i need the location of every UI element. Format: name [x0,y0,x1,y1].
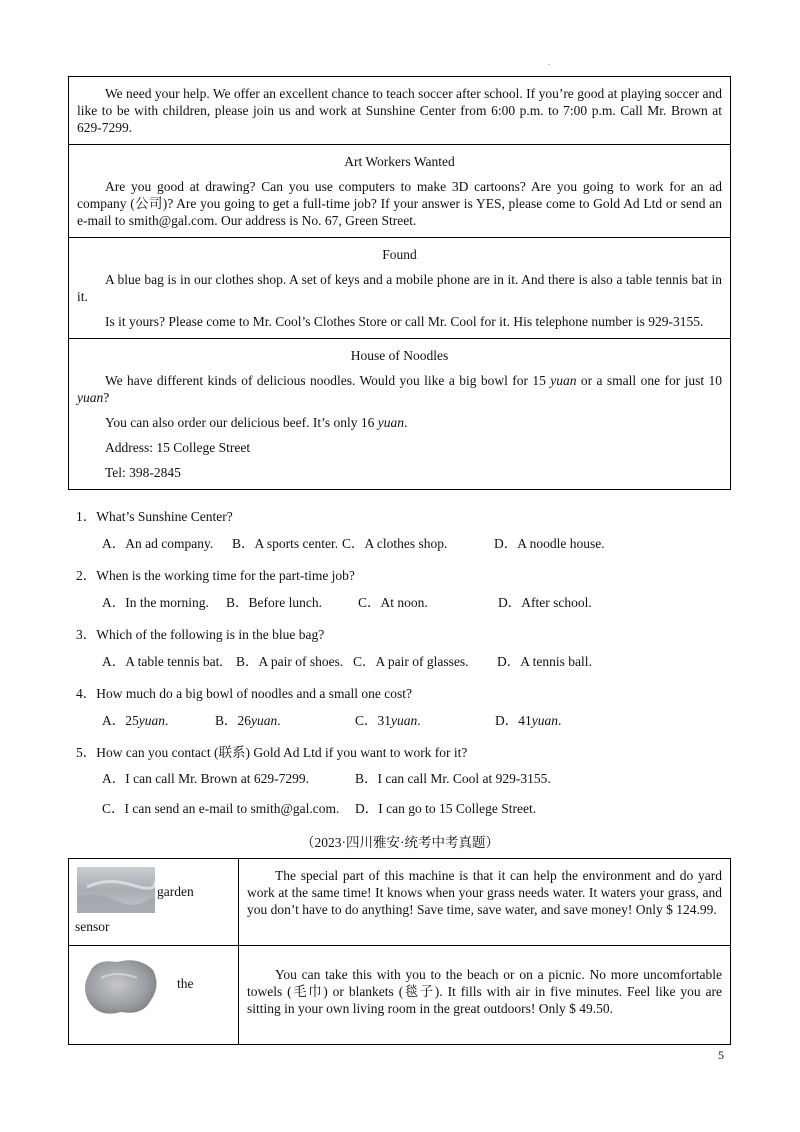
advertisements-box [68,76,731,490]
exam-source: （2023·四川雅安·统考中考真题） [301,835,499,850]
ad-paragraph [77,372,722,406]
ad-paragraph: We need your help. We offer an excellent chance to teach soccer after school. If you’re good at playing soccer and like to be with children, please join us and work at Sunshine Center from 6:00 p.m. to 7:00 p.m. Call Mr. Brown at 629-7299. [77,86,722,135]
currency-unit: yuan [391,713,418,728]
noodles-tel: Tel: 398-2845 [105,465,181,480]
currency-unit: yuan [251,713,278,728]
ad-paragraph: Is it yours? Please come to Mr. Cool’s Clothes Store or call Mr. Cool for it. His telephone number is 929-3155. [105,314,704,329]
page-number: 5 [718,1048,724,1062]
question-5-options-row2 [76,795,736,825]
question-3-options [76,647,736,682]
question-2-options [76,588,736,623]
product-description: You can take this with you to the beach or on a picnic. No more uncomfortable towels (毛巾) or blankets (毯子). It fills with air in five minutes. Feel like you are sitting in your own living room in the great outdoors! Only $ 49.50. [247,967,722,1016]
text-run: You can also order our delicious beef. It’s only 16 [105,415,378,430]
ad-title: Art Workers Wanted [344,154,455,169]
product-label: the [177,976,194,991]
question-1: 1．What’s Sunshine Center? [76,509,233,524]
option-c: C．A clothes shop. [342,536,448,551]
option-text: . [417,713,421,728]
option-d: D．After school. [498,595,592,610]
option-text: . [165,713,169,728]
product-row [69,945,730,1044]
option-c: C．A pair of glasses. [353,654,469,669]
ad-house-of-noodles [69,338,730,489]
currency-unit: yuan [550,373,577,388]
currency-unit: yuan [138,713,165,728]
currency-unit: yuan [531,713,558,728]
question-5: 5．How can you contact (联系) Gold Ad Ltd if you want to work for it? [76,745,468,760]
option-text: D．41 [495,713,532,728]
option-b [215,706,355,741]
option-d: D．A tennis ball. [497,654,592,669]
noodles-address: Address: 15 College Street [105,440,251,455]
products-table [68,858,731,1045]
option-d: D．I can go to 15 College Street. [355,801,537,816]
question-4-options [76,706,736,741]
option-text: . [277,713,281,728]
option-b: B．A sports center. [232,536,339,551]
option-a: A．An ad company. [102,536,214,551]
product-description: The special part of this machine is that it can help the environment and do yard work at the same time! It knows when your grass needs water. It waters your grass, and you don’t have to do anything! Save time, save water, and save money! Only $ 124.99. [247,868,722,917]
product-row [69,859,730,945]
question-1-options [76,529,736,564]
text-run: ? [103,390,110,405]
option-text: . [558,713,562,728]
product-image-cell [69,946,239,1044]
ad-paragraph [77,414,722,431]
top-mark: . [548,58,550,67]
text-run: We have different kinds of delicious noodles. Would you like a big bowl for 15 [105,373,551,388]
question-5-options-row1 [76,765,736,795]
product-label: sensor [75,919,110,934]
questions-section [76,505,736,825]
garden-sensor-image [77,867,155,913]
option-text: A．25 [102,713,139,728]
currency-unit: yuan [377,415,404,430]
option-a: A．I can call Mr. Brown at 629-7299. [102,771,309,786]
option-b: B．I can call Mr. Cool at 929-3155. [355,771,551,786]
option-d: D．A noodle house. [494,536,605,551]
option-c [355,706,495,741]
product-label: garden [157,884,194,899]
option-d [495,706,561,741]
question-3: 3．Which of the following is in the blue bag? [76,627,325,642]
option-b: B．Before lunch. [226,595,322,610]
ad-title: Found [382,247,417,262]
text-run: or a small one for just 10 [576,373,722,388]
option-a: A．In the morning. [102,595,209,610]
currency-unit: yuan [77,390,104,405]
option-text: C．31 [355,713,392,728]
product-image-cell [69,859,239,945]
question-2: 2．When is the working time for the part-time job? [76,568,355,583]
ad-paragraph: Are you good at drawing? Can you use computers to make 3D cartoons? Are you going to work for an ad company (公司)? Are you going to get a full-time job? If your answer is YES, please come to Gold Ad Ltd or send an e-mail to smith@gal.com. Our address is No. 67, Green Street. [77,179,722,228]
option-b: B．A pair of shoes. [236,654,344,669]
air-blanket-image [81,956,161,1018]
question-4: 4．How much do a big bowl of noodles and a small one cost? [76,686,412,701]
option-c: C．I can send an e-mail to smith@gal.com. [102,801,340,816]
option-c: C．At noon. [358,595,428,610]
option-a: A．A table tennis bat. [102,654,223,669]
ad-paragraph: A blue bag is in our clothes shop. A set of keys and a mobile phone are in it. And there is also a table tennis bat in it. [77,272,722,304]
ad-found [69,237,730,338]
option-a [102,706,215,741]
text-run: . [403,415,408,430]
ad-art-workers [69,144,730,237]
option-text: B．26 [215,713,252,728]
ad-soccer [69,77,730,144]
ad-title: House of Noodles [350,348,449,363]
